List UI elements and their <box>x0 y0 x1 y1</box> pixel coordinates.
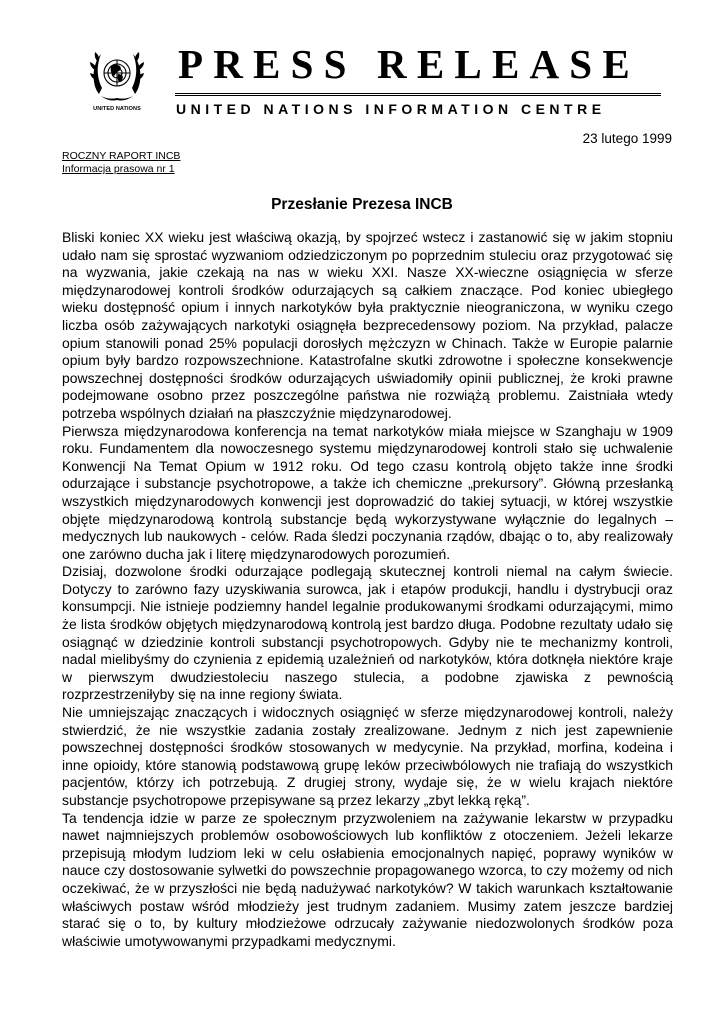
document-heading: Przesłanie Prezesa INCB <box>271 196 453 213</box>
organization-subtitle: UNITED NATIONS INFORMATION CENTRE <box>176 101 606 117</box>
header-rule <box>175 93 661 96</box>
release-date: 23 lutego 1999 <box>582 131 672 146</box>
paragraph: Bliski koniec XX wieku jest właściwą okazją, by spojrzeć wstecz i zastanowić się w jakim stopniu udało nam się sprostać wyzwaniom odziedziczonym po poprzednim stuleciu oraz przygotować się na wyzwania, jakie czekają na nas w wieku XXI. Nasze XX-wieczne osiągnięcia w sferze międzynarodowej kontroli środków odurzających są całkiem znaczące. Pod koniec ubiegłego wieku dostępność opium i innych narkotyków była praktycznie nieograniczona, w wyniku czego liczba osób zażywających narkotyki osiągnęła bezprecedensowy poziom. Na przykład, palacze opium stanowili ponad 25% populacji dorosłych mężczyzn w Chinach. Także w Europie palarnie opium były bardzo rozpowszechnione. Katastrofalne skutki zdrowotne i społeczne konsekwencje powszechnej dostępności środków odurzających uświadomiły opinii publicznej, że kroki prawne podejmowane osobno przez poszczególne państwa nie rozwiążą problemu. Zaistniała wtedy potrzeba wspólnych działań na płaszczyźnie międzynarodowej. <box>62 229 673 421</box>
press-release-title: PRESS RELEASE <box>178 41 640 87</box>
paragraph: Ta tendencja idzie w parze ze społecznym przyzwoleniem na zażywanie lekarstw w przypadku nawet najmniejszych problemów osobowościowych lub konfliktów z otoczeniem. Jeżeli lekarze przepisują młodym ludziom leki w celu osłabienia emocjonalnych napięć, poprawy wyników w nauce czy dostosowanie sylwetki do powszechnie propagowanego wzorca, to czy możemy od nich oczekiwać, że w przyszłości nie będą nadużywać narkotyków? W takich warunkach kształtowanie właściwych postaw wśród młodzieży jest trudnym zadaniem. Musimy zatem jeszcze bardziej starać się o to, by kultury młodzieżowe odrzucały zażywanie niedozwolonych środków poza właściwie umotywowanymi przypadkami medycznymi. <box>62 809 673 949</box>
logo-caption: UNITED NATIONS <box>93 106 141 112</box>
paragraph: Dzisiaj, dozwolone środki odurzające podlegają skutecznej kontroli niemal na całym świecie. Dotyczy to zarówno fazy uzyskiwania surowca, jak i etapów produkcji, handlu i dystrybucji oraz konsumpcji. Nie istnieje podziemny handel legalnie produkowanymi środkami odurzającymi, mimo że lista środków objętych międzynarodową kontrolą jest bardzo długa. Podobne rezultaty udało się osiągnąć w dziedzinie kontroli substancji psychotropowych. Gdyby nie te mechanizmy kontroli, nadal mielibyśmy do czynienia z epidemią uzależnień od narkotyków, która dotknęła niektóre kraje w pierwszym dwudziestoleciu naszego stulecia, a podobne zjawiska z pewnością rozprzestrzeniłyby się na inne regiony świata. <box>62 563 673 703</box>
paragraph: Pierwsza międzynarodowa konferencja na temat narkotyków miała miejsce w Szanghaju w 1909 roku. Fundamentem dla nowoczesnego systemu międzynarodowej kontroli stało się uchwalenie Konwencji Na Temat Opium w 1912 roku. Od tego czasu kontrolą objęto także inne środki odurzające i substancje psychotropowe, a także ich chemiczne „prekursory”. Główną przesłanką wszystkich międzynarodowych konwencji jest doprowadzić do takiej sytuacji, w której wszystkie objęte międzynarodową kontrolą substancje będą wykorzystywane wyłącznie do legalnych – medycznych lub naukowych - celów. Rada śledzi poczynania rządów, dbając o to, aby realizowały one zarówno ducha jak i literę międzynarodowych porozumień. <box>62 422 673 562</box>
un-emblem-icon <box>89 46 145 104</box>
paragraph: Nie umniejszając znaczących i widocznych osiągnięć w sferze międzynarodowej kontroli, należy stwierdzić, że nie wszystkie zadania zostały zrealizowane. Jednym z nich jest zapewnienie powszechnej dostępności środków stosowanych w medycynie. Na przykład, morfina, kodeina i inne opioidy, które stanowią podstawową grupę leków przeciwbólowych nie trafiają do wszystkich pacjentów, którzy ich potrzebują. Z drugiej strony, wydaje się, że w wielu krajach niektóre substancje psychotropowe przepisywane są przez lekarzy „zbyt lekką ręką”. <box>62 704 673 808</box>
release-number: Informacja prasowa nr 1 <box>62 163 175 175</box>
report-name: ROCZNY RAPORT INCB <box>62 150 181 162</box>
un-logo <box>82 46 152 120</box>
body-text <box>62 229 673 950</box>
reference-block <box>62 150 180 176</box>
